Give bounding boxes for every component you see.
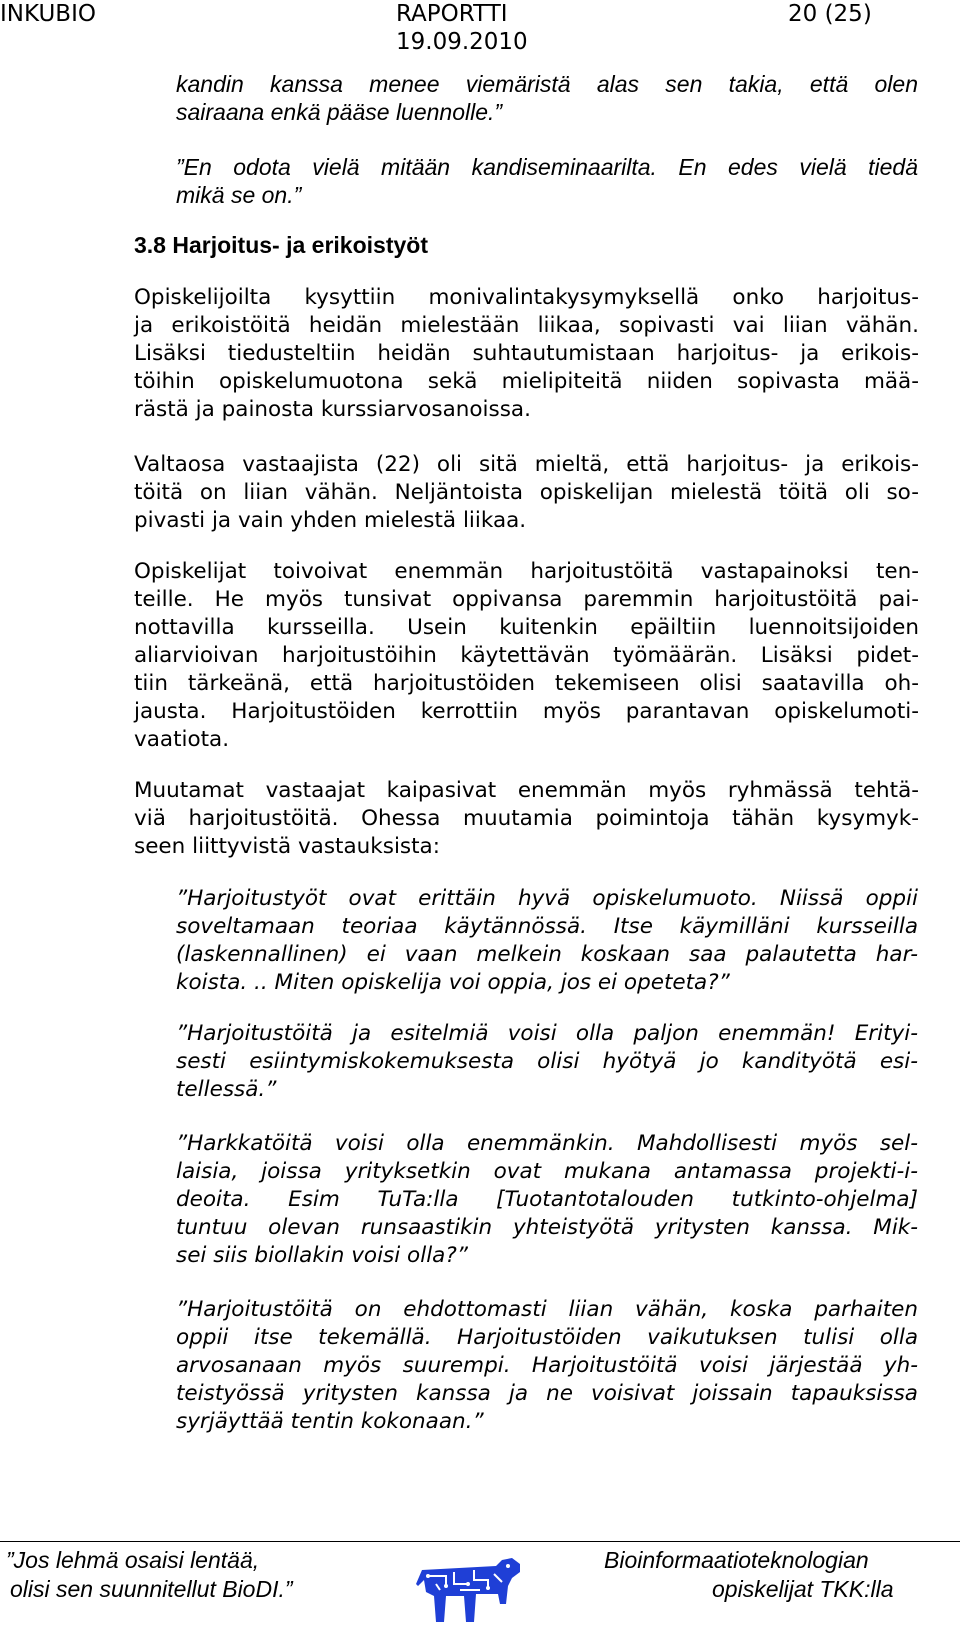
footer-motto-line-2: olisi sen suunnitellut BioDI.” <box>10 1576 293 1602</box>
text-line: nottavilla kursseilla. Usein kuitenkin epäiltiin luennoitsijoiden <box>134 615 919 640</box>
text-line: kandin kanssa menee viemäristä alas sen takia, että olen <box>176 71 918 97</box>
footer-divider <box>0 1541 960 1542</box>
text-line: Opiskelijoilta kysyttiin monivalintakysymyksellä onko harjoitus- <box>134 285 919 310</box>
text-line: sairaana enkä pääse luennolle.” <box>176 99 503 125</box>
text-line: töihin opiskelumuotona sekä mielipiteitä niiden sopivasta mää- <box>134 369 919 394</box>
text-line: teille. He myös tunsivat oppivansa paremmin harjoitustöitä pai- <box>134 587 919 612</box>
cow-logo-icon <box>416 1556 526 1628</box>
footer-motto-line-1: ”Jos lehmä osaisi lentää, <box>6 1547 260 1573</box>
text-line: koista. .. Miten opiskelija voi oppia, jos ei opeteta?” <box>176 970 730 995</box>
text-line: Muutamat vastaajat kaipasivat enemmän myös ryhmässä tehtä- <box>134 778 919 803</box>
text-line: ”Harkkatöitä voisi olla enemmänkin. Mahdollisesti myös sel- <box>176 1131 918 1156</box>
text-line: deoita. Esim TuTa:lla [Tuotantotalouden tutkinto-ohjelma] <box>176 1187 918 1212</box>
footer-org-line-1: Bioinformaatioteknologian <box>604 1547 869 1573</box>
text-line: soveltamaan teoriaa käytännössä. Itse käymilläni kursseilla <box>176 914 918 939</box>
header-doc-type: RAPORTTI <box>396 1 508 27</box>
text-line: Lisäksi tiedusteltiin heidän suhtautumistaan harjoitus- ja erikois- <box>134 341 919 366</box>
header-org: INKUBIO <box>0 1 96 27</box>
text-line: jausta. Harjoitustöiden kerrottiin myös parantavan opiskelumoti- <box>134 699 919 724</box>
text-line: seen liittyvistä vastauksista: <box>134 834 440 859</box>
section-heading: 3.8 Harjoitus- ja erikoistyöt <box>134 232 428 258</box>
text-line: viä harjoitustöitä. Ohessa muutamia poimintoja tähän kysymyk- <box>134 806 919 831</box>
text-line: arvosanaan myös suurempi. Harjoitustöitä voisi järjestää yh- <box>176 1353 918 1378</box>
text-line: teistyössä yritysten kanssa ja ne voisivat joissain tapauksissa <box>176 1381 918 1406</box>
text-line: laisia, joissa yrityksetkin ovat mukana antamassa projekti-i- <box>176 1159 918 1184</box>
text-line: Valtaosa vastaajista (22) oli sitä mieltä, että harjoitus- ja erikois- <box>134 452 919 477</box>
header-page-number: 20 (25) <box>788 1 872 27</box>
text-line: ”En odota vielä mitään kandiseminaarilta. En edes vielä tiedä <box>176 154 918 180</box>
text-line: ”Harjoitustöitä ja esitelmiä voisi olla paljon enemmän! Erityi- <box>176 1021 918 1046</box>
text-line: mikä se on.” <box>176 182 302 208</box>
text-line: vaatiota. <box>134 727 230 752</box>
text-line: töitä on liian vähän. Neljäntoista opiskelijan mielestä töitä oli so- <box>134 480 919 505</box>
text-line: oppii itse tekemällä. Harjoitustöiden vaikutuksen tulisi olla <box>176 1325 918 1350</box>
text-line: ”Harjoitustöitä on ehdottomasti liian vähän, koska parhaiten <box>176 1297 918 1322</box>
text-line: tiin tärkeänä, että harjoitustöiden tekemiseen olisi saatavilla oh- <box>134 671 919 696</box>
text-line: (laskennallinen) ei vaan melkein koskaan saa palautetta har- <box>176 942 918 967</box>
text-line: ja erikoistöitä heidän mielestään liikaa, sopivasti vai liian vähän. <box>134 313 919 338</box>
text-line: tellessä.” <box>176 1077 277 1102</box>
text-line: aliarvioivan harjoitustöihin käytettävän työmäärän. Lisäksi pidet- <box>134 643 919 668</box>
text-line: sei siis biollakin voisi olla?” <box>176 1243 468 1268</box>
text-line: rästä ja painosta kurssiarvosanoissa. <box>134 397 531 422</box>
text-line: ”Harjoitustyöt ovat erittäin hyvä opiskelumuoto. Niissä oppii <box>176 886 918 911</box>
text-line: sesti esiintymiskokemuksesta olisi hyötyä jo kandityötä esi- <box>176 1049 918 1074</box>
text-line: tuntuu olevan runsaastikin yhteistyötä yritysten kanssa. Mik- <box>176 1215 918 1240</box>
footer-org-line-2: opiskelijat TKK:lla <box>712 1576 894 1602</box>
text-line: Opiskelijat toivoivat enemmän harjoitustöitä vastapainoksi ten- <box>134 559 919 584</box>
text-line: pivasti ja vain yhden mielestä liikaa. <box>134 508 527 533</box>
text-line: syrjäyttää tentin kokonaan.” <box>176 1409 484 1434</box>
header-date: 19.09.2010 <box>396 29 528 55</box>
